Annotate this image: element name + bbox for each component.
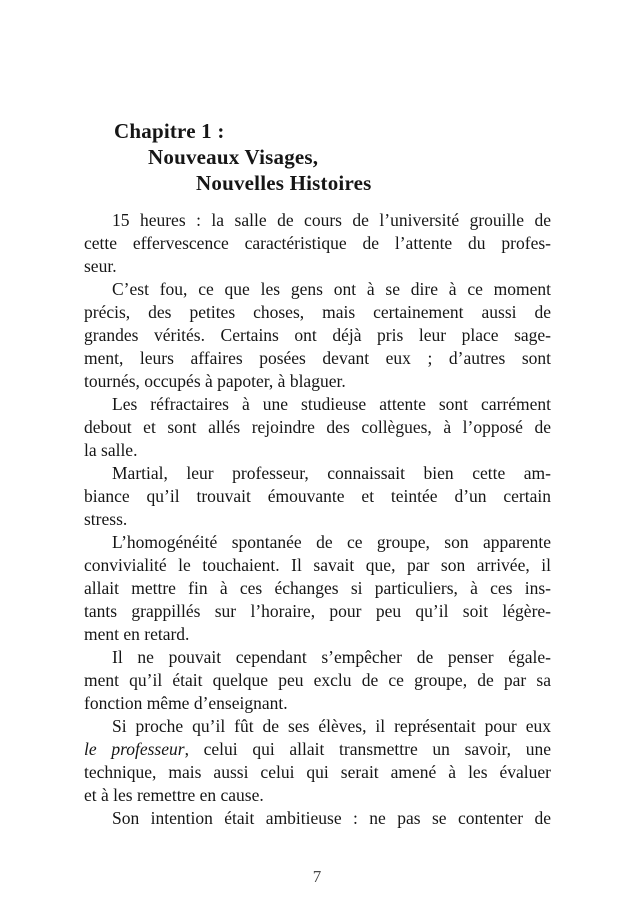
paragraph <box>84 209 551 278</box>
text-line: Il ne pouvait cependant s’empêcher de penser égale- <box>112 647 551 667</box>
text-line: tournés, occupés à papoter, à blaguer. <box>84 371 346 391</box>
paragraph <box>84 807 551 830</box>
text-line: précis, des petites choses, mais certainement aussi de <box>84 302 551 322</box>
chapter-heading <box>84 118 551 196</box>
text-line: technique, mais aussi celui qui serait amené à les évaluer <box>84 762 551 782</box>
text-line: cette effervescence caractéristique de l’attente du profes- <box>84 233 551 253</box>
text-line: fonction même d’enseignant. <box>84 693 288 713</box>
text-line: Les réfractaires à une studieuse attente sont carrément <box>112 394 551 414</box>
text-line: ment, leurs affaires posées devant eux ; d’autres sont <box>84 348 551 368</box>
text-line: Son intention était ambitieuse : ne pas se contenter de <box>112 808 551 828</box>
text-line: debout et sont allés rejoindre des collègues, à l’opposé de <box>84 417 551 437</box>
chapter-heading-line-1: Chapitre 1 : <box>114 119 225 143</box>
text-line: le professeur, celui qui allait transmettre un savoir, une <box>84 739 551 759</box>
paragraph <box>84 393 551 462</box>
text-line: convivialité le touchaient. Il savait que, par son arrivée, il <box>84 555 551 575</box>
text-line: stress. <box>84 509 128 529</box>
text-line: 15 heures : la salle de cours de l’université grouille de <box>112 210 551 230</box>
text-line: allait mettre fin à ces échanges si particuliers, à ces ins- <box>84 578 551 598</box>
text-line: Si proche qu’il fût de ses élèves, il représentait pour eux <box>112 716 551 736</box>
paragraph <box>84 531 551 646</box>
page-body-text <box>84 209 551 830</box>
text-line: ment qu’il était quelque peu exclu de ce groupe, de par sa <box>84 670 551 690</box>
text-line: la salle. <box>84 440 138 460</box>
text-line: ment en retard. <box>84 624 190 644</box>
text-line: biance qu’il trouvait émouvante et teintée d’un certain <box>84 486 551 506</box>
chapter-heading-line-3: Nouvelles Histoires <box>196 171 372 195</box>
text-line: et à les remettre en cause. <box>84 785 264 805</box>
text-line: grandes vérités. Certains ont déjà pris leur place sage- <box>84 325 551 345</box>
text-line: L’homogénéité spontanée de ce groupe, son apparente <box>112 532 551 552</box>
text-line: C’est fou, ce que les gens ont à se dire à ce moment <box>112 279 551 299</box>
chapter-heading-line-2: Nouveaux Visages, <box>148 145 319 169</box>
paragraph <box>84 646 551 715</box>
paragraph <box>84 462 551 531</box>
text-line: tants grappillés sur l’horaire, pour peu qu’il soit légère- <box>84 601 551 621</box>
paragraph <box>84 278 551 393</box>
paragraph <box>84 715 551 807</box>
text-line: Martial, leur professeur, connaissait bien cette am- <box>112 463 551 483</box>
page-number: 7 <box>312 867 322 886</box>
text-line: seur. <box>84 256 117 276</box>
